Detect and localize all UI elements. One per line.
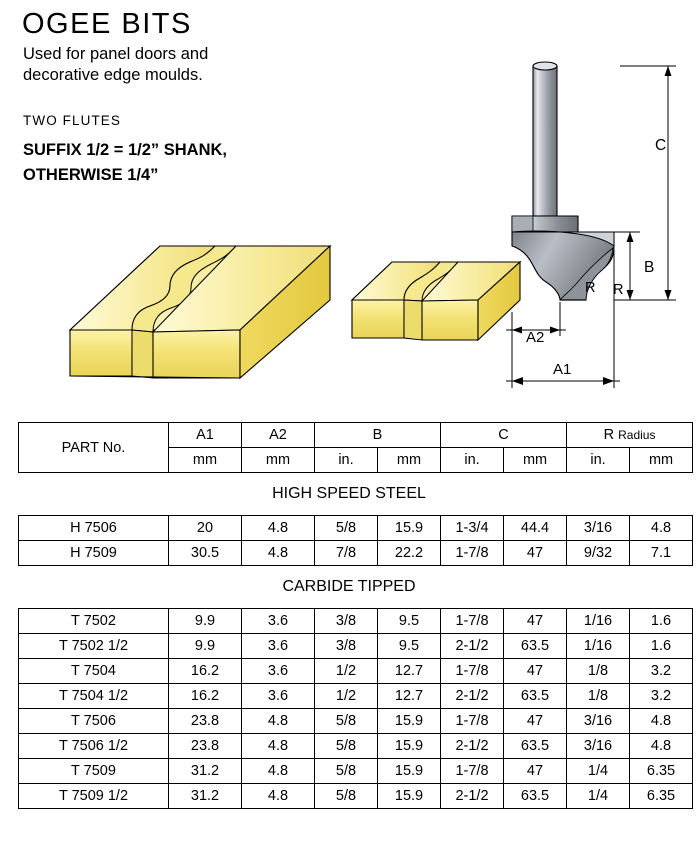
cell-r-in: 1/4 [567,784,630,809]
units-r-mm: mm [630,448,693,473]
cell-part: H 7509 [19,541,169,566]
shank-note-line2: OTHERWISE 1/4” [23,166,159,184]
cell-r-in: 9/32 [567,541,630,566]
table-row [19,541,693,566]
cell-r-mm: 6.35 [630,759,693,784]
cell-c-in: 2-1/2 [441,634,504,659]
page-subtitle: Used for panel doors and decorative edge moulds. [23,45,209,84]
cell-a1: 9.9 [169,634,242,659]
cell-c-mm: 47 [504,541,567,566]
header-r [567,423,693,448]
cell-r-in: 1/8 [567,659,630,684]
cell-b-mm: 12.7 [378,659,441,684]
label-a2: A2 [526,329,545,346]
section-title-table-0 [18,473,680,515]
shank-note-line1: SUFFIX 1/2 = 1/2” SHANK, [23,141,228,159]
units-b-in: in. [315,448,378,473]
cell-r-mm: 4.8 [630,734,693,759]
cell-a2: 4.8 [242,541,315,566]
table-row [19,759,693,784]
table-header-row [19,423,693,448]
cell-a1: 31.2 [169,784,242,809]
cell-c-in: 1-7/8 [441,541,504,566]
cell-b-mm: 9.5 [378,609,441,634]
units-c-in: in. [441,448,504,473]
cell-a2: 4.8 [242,784,315,809]
cell-a2: 3.6 [242,684,315,709]
cell-b-in: 5/8 [315,784,378,809]
header-a2: A2 [242,423,315,448]
cell-b-in: 3/8 [315,609,378,634]
cell-b-mm: 22.2 [378,541,441,566]
cell-a1: 31.2 [169,759,242,784]
table-row [19,516,693,541]
cell-c-in: 1-3/4 [441,516,504,541]
label-r-outer: R [613,282,624,298]
cell-a2: 3.6 [242,659,315,684]
cell-a2: 4.8 [242,709,315,734]
cell-c-in: 2-1/2 [441,784,504,809]
cell-a1: 16.2 [169,659,242,684]
cell-part: T 7509 [19,759,169,784]
cell-r-mm: 4.8 [630,709,693,734]
cell-b-in: 3/8 [315,634,378,659]
section-title-table-1 [18,566,680,608]
cell-r-mm: 3.2 [630,684,693,709]
table-row [19,684,693,709]
header-part: PART No. [19,423,169,473]
cell-a1: 20 [169,516,242,541]
cell-a2: 4.8 [242,734,315,759]
cell-c-in: 2-1/2 [441,684,504,709]
cell-b-in: 7/8 [315,541,378,566]
cell-part: T 7502 1/2 [19,634,169,659]
cell-b-mm: 15.9 [378,734,441,759]
header-r-letter: R [603,427,615,443]
cell-b-in: 1/2 [315,684,378,709]
cell-r-mm: 1.6 [630,634,693,659]
spec-table-hss [18,515,693,566]
header-c: C [441,423,567,448]
cell-c-mm: 44.4 [504,516,567,541]
table-row [19,709,693,734]
section-title-carbide: CARBIDE TIPPED [282,578,416,595]
label-b: B [644,259,655,276]
cell-a1: 23.8 [169,734,242,759]
header-r-suffix: Radius [618,428,656,442]
cell-b-mm: 15.9 [378,516,441,541]
cell-r-in: 1/16 [567,609,630,634]
cell-b-in: 5/8 [315,709,378,734]
units-r-in: in. [567,448,630,473]
cell-b-mm: 15.9 [378,709,441,734]
cell-part: T 7504 1/2 [19,684,169,709]
wood-block-small [352,262,520,340]
spec-table-header [18,422,693,473]
cell-b-mm: 12.7 [378,684,441,709]
cell-c-in: 1-7/8 [441,659,504,684]
cell-b-in: 5/8 [315,759,378,784]
cell-r-mm: 6.35 [630,784,693,809]
cell-b-mm: 15.9 [378,759,441,784]
flutes-label: TWO FLUTES [23,113,121,128]
cell-part: T 7506 1/2 [19,734,169,759]
cell-b-in: 1/2 [315,659,378,684]
units-a1: mm [169,448,242,473]
cell-a2: 4.8 [242,516,315,541]
label-r-inner: R [585,280,596,296]
cell-c-mm: 63.5 [504,734,567,759]
cell-b-mm: 15.9 [378,784,441,809]
table-row [19,734,693,759]
cell-b-in: 5/8 [315,734,378,759]
cell-a2: 3.6 [242,634,315,659]
cell-c-mm: 47 [504,659,567,684]
cell-c-mm: 63.5 [504,634,567,659]
cell-c-in: 2-1/2 [441,734,504,759]
label-a1: A1 [553,361,572,378]
cell-a1: 16.2 [169,684,242,709]
cell-r-in: 3/16 [567,709,630,734]
cell-c-mm: 63.5 [504,684,567,709]
cell-part: T 7509 1/2 [19,784,169,809]
table-row [19,784,693,809]
cell-c-mm: 47 [504,759,567,784]
spec-table-wrap [18,422,680,809]
cell-a1: 9.9 [169,609,242,634]
bit-illustration [0,0,698,410]
spec-table-carbide [18,608,693,809]
cell-r-mm: 3.2 [630,659,693,684]
cell-a2: 3.6 [242,609,315,634]
header-b: B [315,423,441,448]
cell-r-mm: 4.8 [630,516,693,541]
units-c-mm: mm [504,448,567,473]
cell-r-in: 3/16 [567,734,630,759]
cell-r-in: 1/4 [567,759,630,784]
cell-part: T 7502 [19,609,169,634]
cell-r-in: 1/16 [567,634,630,659]
cell-part: H 7506 [19,516,169,541]
cell-part: T 7506 [19,709,169,734]
table-row [19,609,693,634]
router-bit-diagram [506,62,676,388]
cell-b-mm: 9.5 [378,634,441,659]
cell-c-mm: 47 [504,609,567,634]
cell-r-mm: 1.6 [630,609,693,634]
cell-c-mm: 63.5 [504,784,567,809]
cell-r-in: 3/16 [567,516,630,541]
cell-c-mm: 47 [504,709,567,734]
cell-b-in: 5/8 [315,516,378,541]
header-a1: A1 [169,423,242,448]
wood-block-large [70,246,330,378]
cell-a1: 30.5 [169,541,242,566]
units-b-mm: mm [378,448,441,473]
units-a2: mm [242,448,315,473]
cell-c-in: 1-7/8 [441,709,504,734]
cell-c-in: 1-7/8 [441,759,504,784]
label-c: C [655,137,667,154]
section-title-hss: HIGH SPEED STEEL [272,485,426,502]
cell-a2: 4.8 [242,759,315,784]
table-row [19,634,693,659]
cell-part: T 7504 [19,659,169,684]
cell-c-in: 1-7/8 [441,609,504,634]
page-title: OGEE BITS [22,8,192,40]
cell-a1: 23.8 [169,709,242,734]
table-row [19,659,693,684]
cell-r-mm: 7.1 [630,541,693,566]
cell-r-in: 1/8 [567,684,630,709]
